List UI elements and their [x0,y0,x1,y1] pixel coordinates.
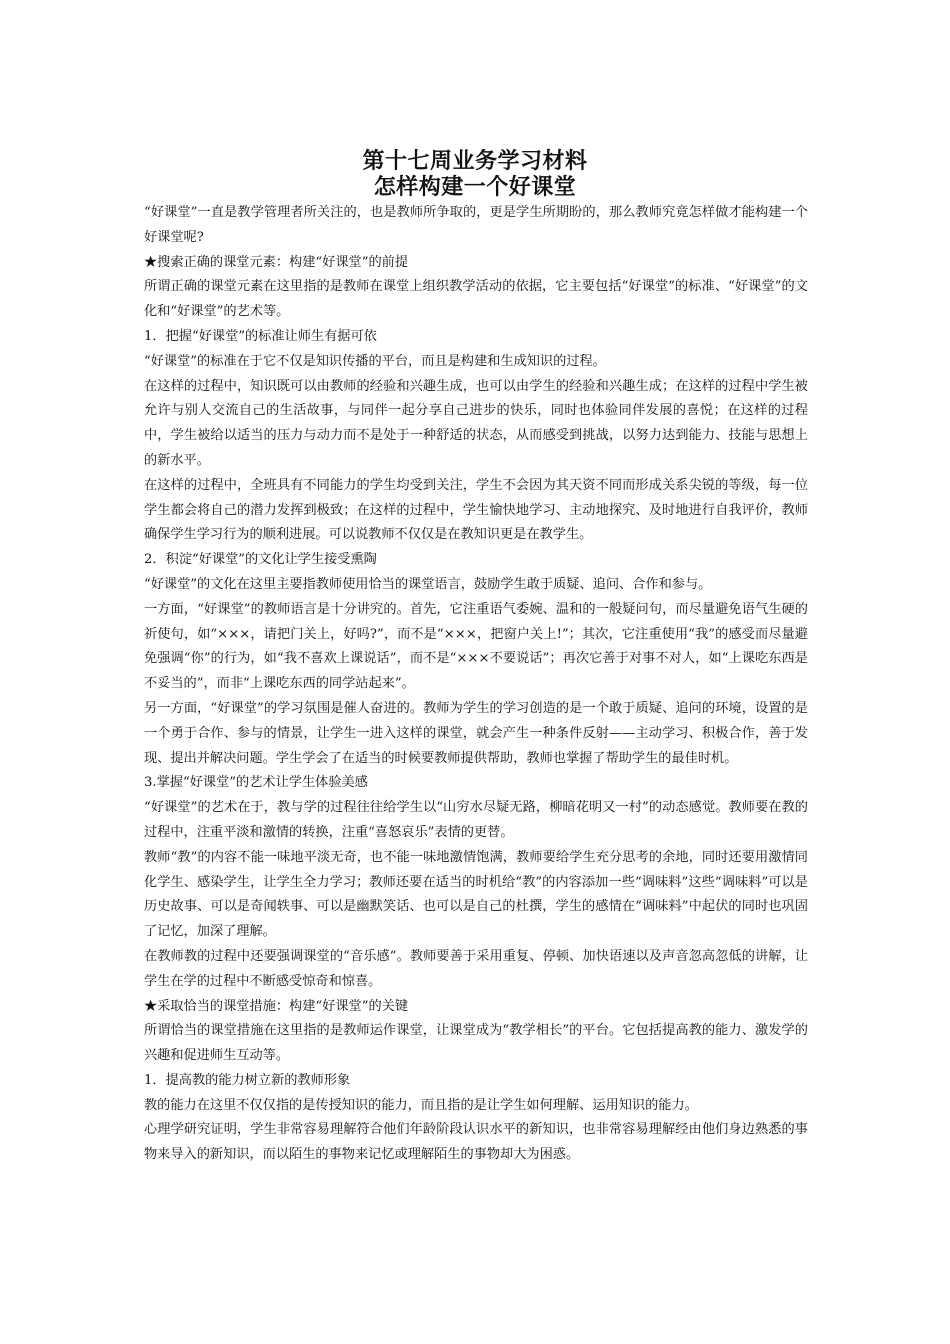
paragraph: 心理学研究证明，学生非常容易理解符合他们年龄阶段认识水平的新知识，也非常容易理解经由他们身边熟悉的事物来导入的新知识，而以陌生的事物来记忆或理解陌生的事物却大为困惑。 [144,1122,808,1163]
document-title: 第十七周业务学习材料 [362,149,588,174]
paragraph: 在这样的过程中，知识既可以由教师的经验和兴趣生成，也可以由学生的经验和兴趣生成；在这样的过程中学生被允许与别人交流自己的生活故事，与同伴一起分享自己进步的快乐，同时也体验同伴发展的喜悦；在这样的过程中，学生被给以适当的压力与动力而不是处于一种舒适的状态，从而感受到挑战，以努力达到能力、技能与思想上的新水平。 [144,378,808,468]
paragraph: 另一方面，“好课堂”的学习氛围是催人奋进的。教师为学生的学习创造的是一个敢于质疑、追问的环境，设置的是一个勇于合作、参与的情景，让学生一进入这样的课堂，就会产生一种条件反射——主动学习、积极合作，善于发现、提出并解决问题。学生学会了在适当的时候要教师提供帮助，教师也掌握了帮助学生的最佳时机。 [144,700,808,766]
paragraph: 所谓正确的课堂元素在这里指的是教师在课堂上组织教学活动的依据，它主要包括“好课堂”的标准、“好课堂”的文化和“好课堂”的艺术等。 [144,279,808,320]
paragraph: 在这样的过程中，全班具有不同能力的学生均受到关注，学生不会因为其天资不同而形成关系尖锐的等级，每一位学生都会将自己的潜力发挥到极致；在这样的过程中，学生愉快地学习、主动地探究、及时地进行自我评价，教师确保学生学习行为的顺利进展。可以说教师不仅仅是在教知识更是在教学生。 [144,477,808,543]
document-subtitle: 怎样构建一个好课堂 [373,175,577,200]
subsection-heading: 2．积淀“好课堂”的文化让学生接受熏陶 [144,552,377,568]
paragraph: “好课堂”的文化在这里主要指教师使用恰当的课堂语言，鼓励学生敢于质疑、追问、合作和参与。 [144,576,712,592]
paragraph: 教的能力在这里不仅仅指的是传授知识的能力，而且指的是让学生如何理解、运用知识的能力。 [144,1097,698,1113]
paragraph: 一方面，“好课堂”的教师语言是十分讲究的。首先，它注重语气委婉、温和的一般疑问句，而尽量避免语气生硬的祈使句，如“×××，请把门关上，好吗?”，而不是“×××，把窗户关上!”；其次，它注重使用“我”的感受而尽量避免强调“你”的行为，如“我不喜欢上课说话”，而不是“×××不要说话”；再次它善于对事不对人，如“上课吃东西是不妥当的”，而非“上课吃东西的同学站起来”。 [144,601,808,692]
section-heading: ★采取恰当的课堂措施：构建“好课堂”的关键 [144,998,409,1014]
paragraph: “好课堂”的标准在于它不仅是知识传播的平台，而且是构建和生成知识的过程。 [144,353,606,369]
subsection-heading: 3.掌握“好课堂”的艺术让学生体验美感 [144,775,368,791]
paragraph: “好课堂”一直是教学管理者所关注的，也是教师所争取的，更是学生所期盼的，那么教师究竟怎样做才能构建一个好课堂呢? [144,205,808,245]
paragraph: 所谓恰当的课堂措施在这里指的是教师运作课堂，让课堂成为“教学相长”的平台。它包括提高教的能力、激发学的兴趣和促进师生互动等。 [144,1023,808,1064]
paragraph: “好课堂”的艺术在于，教与学的过程往往给学生以“山穷水尽疑无路，柳暗花明又一村”的动态感觉。教师要在教的过程中，注重平淡和激情的转换，注重“喜怒哀乐”表情的更替。 [144,800,808,840]
paragraph: 教师“教”的内容不能一味地平淡无奇，也不能一味地激情饱满，教师要给学生充分思考的余地，同时还要用激情同化学生、感染学生，让学生全力学习；教师还要在适当的时机给“教”的内容添加一些“调味料”这些“调味料”可以是历史故事、可以是奇闻轶事、可以是幽默笑话、也可以是自己的杜撰，学生的感情在“调味料”中起伏的同时也巩固了记忆，加深了理解。 [144,849,808,940]
paragraph: 在教师教的过程中还要强调课堂的“音乐感”。教师要善于采用重复、停顿、加快语速以及声音忽高忽低的讲解，让学生在学的过程中不断感受惊奇和惊喜。 [144,948,808,989]
subsection-heading: 1．提高教的能力树立新的教师形象 [144,1072,351,1088]
section-heading: ★搜索正确的课堂元素：构建“好课堂”的前提 [144,254,409,270]
document-body [144,201,808,1168]
subsection-heading: 1．把握“好课堂”的标准让师生有据可依 [144,328,377,344]
